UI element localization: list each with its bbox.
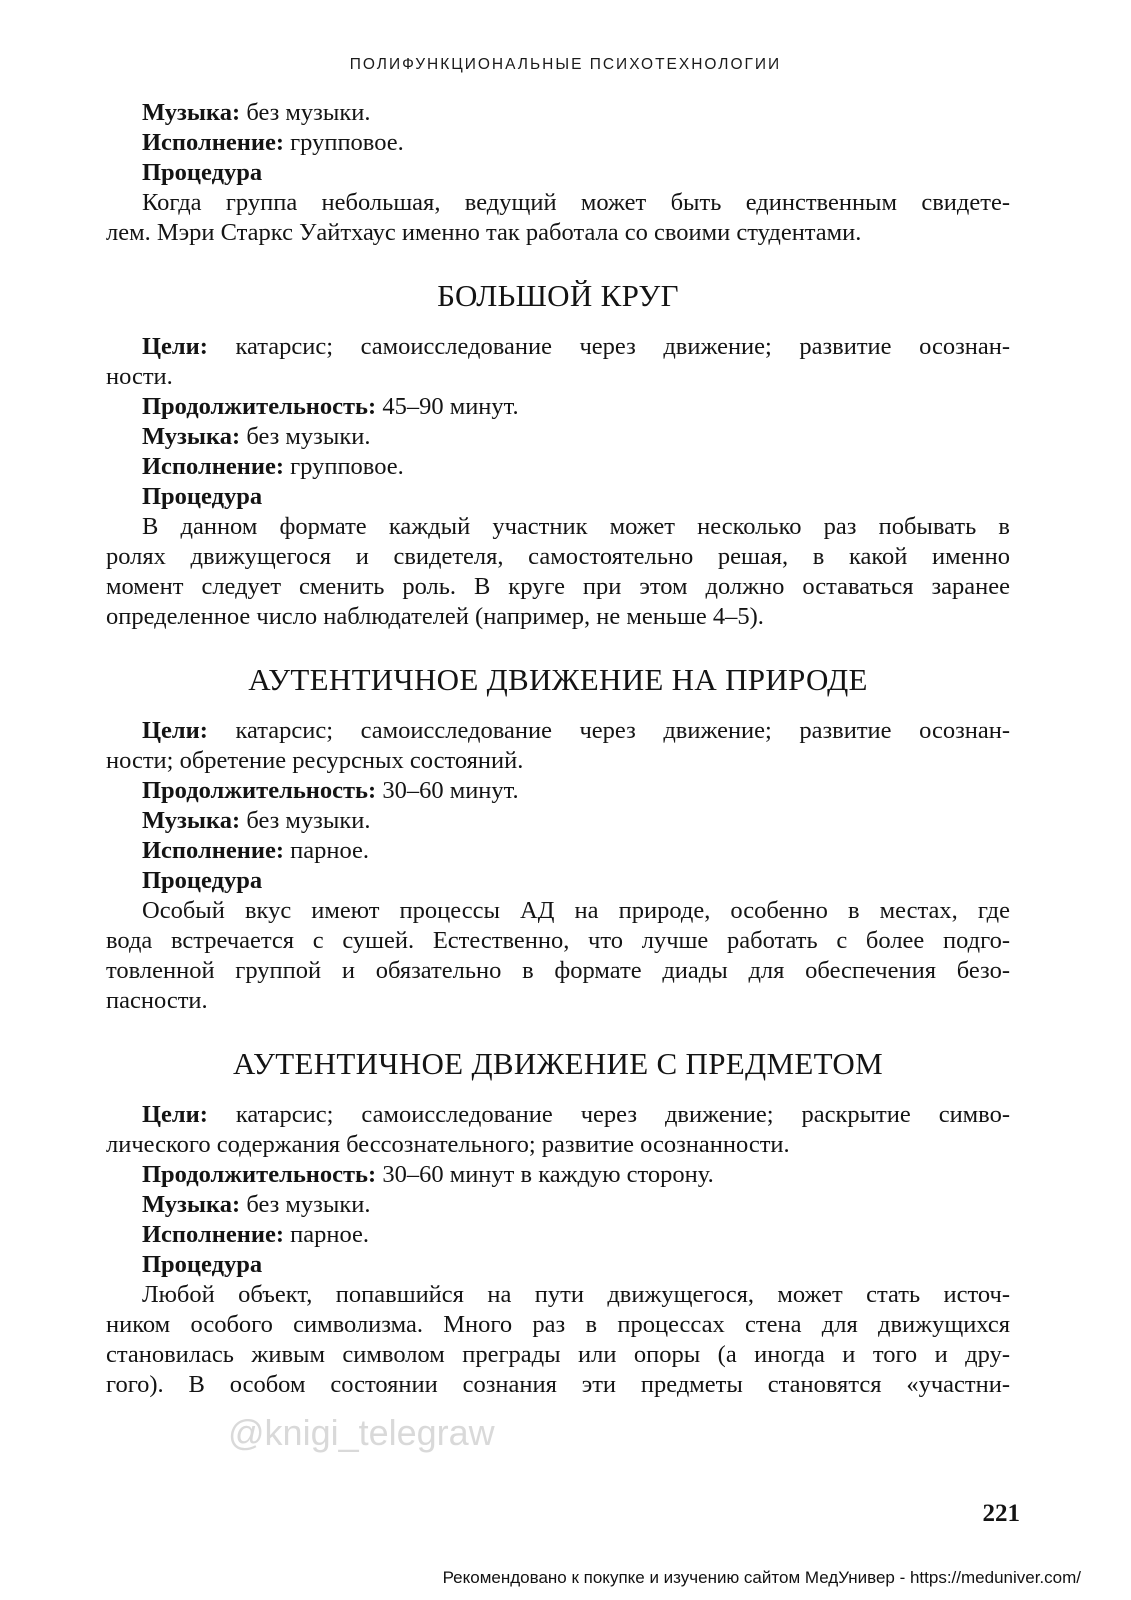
music-value: без музыки. bbox=[240, 423, 371, 450]
music-label: Музыка: bbox=[142, 807, 241, 834]
running-head: ПОЛИФУНКЦИОНАЛЬНЫЕ ПСИХОТЕХНОЛОГИИ bbox=[349, 56, 782, 73]
goals-text: катарсис; самоисследование через движение; развитие осознан- bbox=[207, 717, 1010, 744]
music-value: без музыки. bbox=[240, 1191, 371, 1218]
procedure-heading: Процедура bbox=[142, 483, 263, 510]
page-number: 221 bbox=[982, 1500, 1020, 1527]
goals-text: катарсис; самоисследование через движение; развитие осознан- bbox=[207, 333, 1010, 360]
procedure-text-line: становилась живым символом преграды или опоры (а иногда и того и дру- bbox=[106, 1341, 1010, 1368]
duration-line bbox=[106, 392, 1010, 422]
duration-label: Продолжительность: bbox=[142, 1161, 377, 1188]
duration-value: 30–60 минут в каждую сторону. bbox=[376, 1161, 714, 1188]
execution-line bbox=[106, 1220, 1010, 1250]
procedure-text-line: В данном формате каждый участник может несколько раз побывать в bbox=[142, 513, 1010, 540]
execution-value: парное. bbox=[283, 1221, 370, 1248]
goals-line bbox=[106, 1100, 1010, 1130]
execution-value: групповое. bbox=[283, 129, 404, 156]
goals-line bbox=[106, 332, 1010, 362]
execution-line bbox=[106, 128, 1010, 158]
goals-label: Цели: bbox=[142, 1101, 208, 1128]
goals-text-continued: ности. bbox=[106, 363, 173, 390]
duration-label: Продолжительность: bbox=[142, 777, 377, 804]
duration-label: Продолжительность: bbox=[142, 393, 377, 420]
procedure-text-line: момент следует сменить роль. В круге при этом должно оставаться заранее bbox=[106, 573, 1010, 600]
music-label: Музыка: bbox=[142, 99, 241, 126]
music-line bbox=[106, 422, 1010, 452]
section-title: АУТЕНТИЧНОЕ ДВИЖЕНИЕ С ПРЕДМЕТОМ bbox=[233, 1046, 883, 1081]
execution-line bbox=[106, 836, 1010, 866]
procedure-text-line: ником особого символизма. Много раз в процессах стена для движущихся bbox=[106, 1311, 1010, 1338]
footer-note: Рекомендовано к покупке и изучению сайтом МедУнивер - https://meduniver.com/ bbox=[442, 1568, 1081, 1587]
duration-value: 30–60 минут. bbox=[376, 777, 519, 804]
execution-label: Исполнение: bbox=[142, 129, 284, 156]
goals-text: катарсис; самоисследование через движение; раскрытие симво- bbox=[207, 1101, 1010, 1128]
execution-label: Исполнение: bbox=[142, 453, 284, 480]
music-label: Музыка: bbox=[142, 1191, 241, 1218]
goals-line bbox=[106, 716, 1010, 746]
goals-text-continued: лического содержания бессознательного; развитие осознанности. bbox=[106, 1131, 790, 1158]
goals-label: Цели: bbox=[142, 333, 208, 360]
music-value: без музыки. bbox=[240, 99, 371, 126]
music-label: Музыка: bbox=[142, 423, 241, 450]
procedure-heading: Процедура bbox=[142, 867, 263, 894]
procedure-text-line: ролях движущегося и свидетеля, самостоятельно решая, в какой именно bbox=[106, 543, 1010, 570]
execution-value: групповое. bbox=[283, 453, 404, 480]
procedure-text-line: Любой объект, попавшийся на пути движущегося, может стать источ- bbox=[142, 1281, 1010, 1308]
procedure-text-line: лем. Мэри Старкс Уайтхаус именно так работала со своими студентами. bbox=[106, 219, 862, 246]
duration-line bbox=[106, 1160, 1010, 1190]
section-title: АУТЕНТИЧНОЕ ДВИЖЕНИЕ НА ПРИРОДЕ bbox=[248, 662, 868, 697]
procedure-text-line: Особый вкус имеют процессы АД на природе, особенно в местах, где bbox=[142, 897, 1010, 924]
duration-line bbox=[106, 776, 1010, 806]
procedure-text-line: определенное число наблюдателей (например, не меньше 4–5). bbox=[106, 603, 764, 630]
goals-text-continued: ности; обретение ресурсных состояний. bbox=[106, 747, 524, 774]
execution-value: парное. bbox=[283, 837, 370, 864]
music-line bbox=[106, 98, 1010, 128]
procedure-text-line: вода встречается с сушей. Естественно, что лучше работать с более подго- bbox=[106, 927, 1010, 954]
procedure-text-line: пасности. bbox=[106, 987, 208, 1014]
procedure-text-line: Когда группа небольшая, ведущий может быть единственным свидете- bbox=[142, 189, 1010, 216]
music-line bbox=[106, 806, 1010, 836]
duration-value: 45–90 минут. bbox=[376, 393, 519, 420]
execution-line bbox=[106, 452, 1010, 482]
procedure-text-line: гого). В особом состоянии сознания эти предметы становятся «участни- bbox=[106, 1371, 1010, 1398]
execution-label: Исполнение: bbox=[142, 1221, 284, 1248]
procedure-heading: Процедура bbox=[142, 1251, 263, 1278]
section-title: БОЛЬШОЙ КРУГ bbox=[437, 278, 679, 313]
goals-label: Цели: bbox=[142, 717, 208, 744]
procedure-heading: Процедура bbox=[142, 159, 263, 186]
watermark: @knigi_telegraw bbox=[228, 1412, 495, 1453]
execution-label: Исполнение: bbox=[142, 837, 284, 864]
music-line bbox=[106, 1190, 1010, 1220]
music-value: без музыки. bbox=[240, 807, 371, 834]
page-body bbox=[106, 98, 1010, 1400]
procedure-text-line: товленной группой и обязательно в формате диады для обеспечения безо- bbox=[106, 957, 1010, 984]
